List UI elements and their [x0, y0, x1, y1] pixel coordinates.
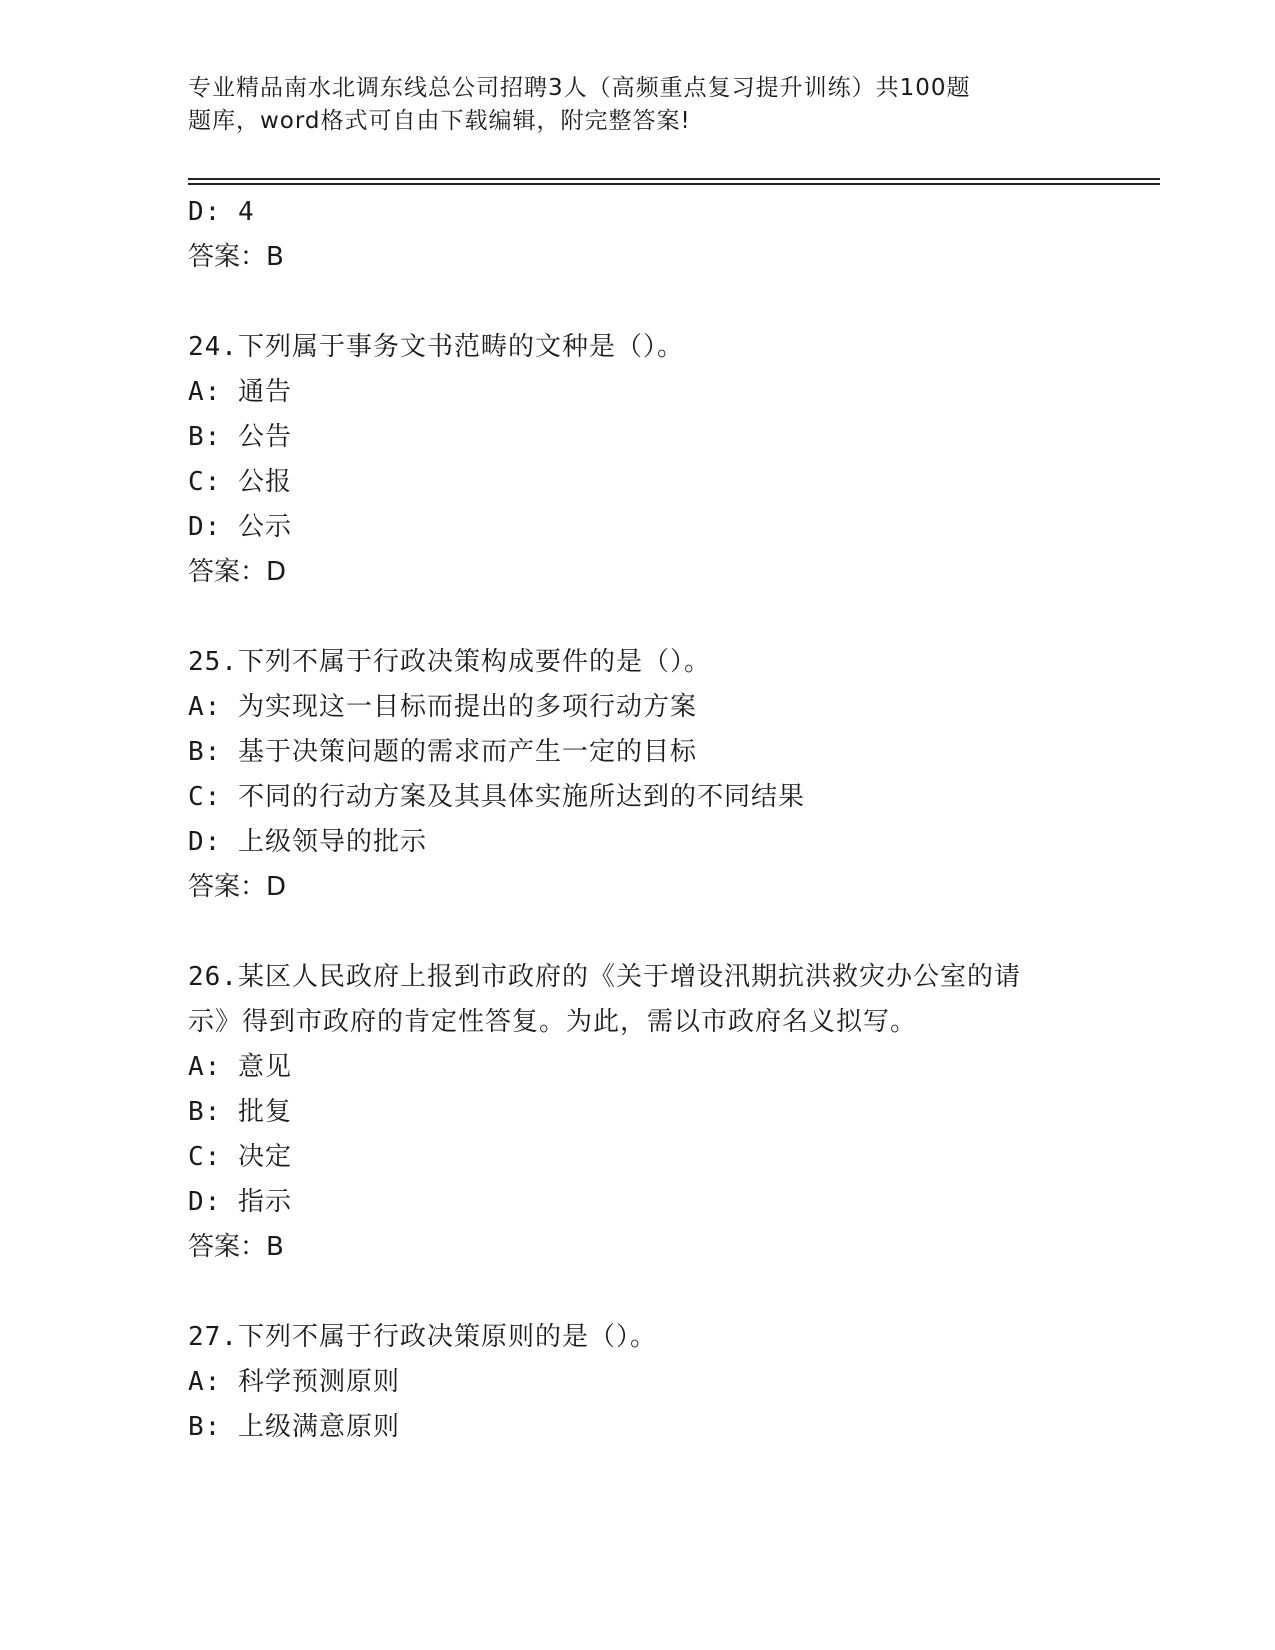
- document-header: [188, 72, 1088, 138]
- option-b: B: 上级满意原则: [188, 1412, 400, 1442]
- option-a: A: 通告: [188, 377, 292, 407]
- option-a: A: 科学预测原则: [188, 1367, 400, 1397]
- question-24: [188, 325, 1148, 595]
- option-c: C: 决定: [188, 1142, 292, 1172]
- question-25: [188, 640, 1148, 910]
- header-divider-top: [188, 178, 1160, 180]
- option-d: D: 指示: [188, 1187, 292, 1217]
- header-title-line-2: 题库，word格式可自由下载编辑，附完整答案!: [188, 108, 691, 134]
- option-a: A: 意见: [188, 1052, 292, 1082]
- option-c: C: 不同的行动方案及其具体实施所达到的不同结果: [188, 782, 805, 812]
- option-d: D: 4: [188, 197, 255, 227]
- option-b: B: 公告: [188, 422, 292, 452]
- question-stem: 24.下列属于事务文书范畴的文种是（）。: [188, 332, 684, 362]
- option-d: D: 公示: [188, 512, 292, 542]
- spacer: [188, 280, 1148, 325]
- answer-line: 答案：B: [188, 242, 284, 272]
- header-divider-bottom: [188, 183, 1160, 185]
- document-body: [188, 190, 1148, 1450]
- spacer: [188, 910, 1148, 955]
- option-d: D: 上级领导的批示: [188, 827, 427, 857]
- question-23-tail: [188, 190, 1148, 280]
- question-27: [188, 1315, 1148, 1450]
- answer-line: 答案：D: [188, 872, 287, 902]
- question-26: [188, 955, 1148, 1270]
- option-b: B: 基于决策问题的需求而产生一定的目标: [188, 737, 697, 767]
- answer-line: 答案：B: [188, 1232, 284, 1262]
- answer-line: 答案：D: [188, 557, 287, 587]
- question-stem: 25.下列不属于行政决策构成要件的是（）。: [188, 647, 711, 677]
- spacer: [188, 595, 1148, 640]
- question-stem: 27.下列不属于行政决策原则的是（）。: [188, 1322, 657, 1352]
- option-a: A: 为实现这一目标而提出的多项行动方案: [188, 692, 697, 722]
- option-b: B: 批复: [188, 1097, 292, 1127]
- spacer: [188, 1270, 1148, 1315]
- option-c: C: 公报: [188, 467, 292, 497]
- question-stem-line-1: 26.某区人民政府上报到市政府的《关于增设汛期抗洪救灾办公室的请: [188, 962, 1021, 992]
- header-title-line-1: 专业精品南水北调东线总公司招聘3人（高频重点复习提升训练）共100题: [188, 75, 971, 101]
- question-stem-line-2: 示》得到市政府的肯定性答复。为此，需以市政府名义拟写。: [188, 1007, 918, 1037]
